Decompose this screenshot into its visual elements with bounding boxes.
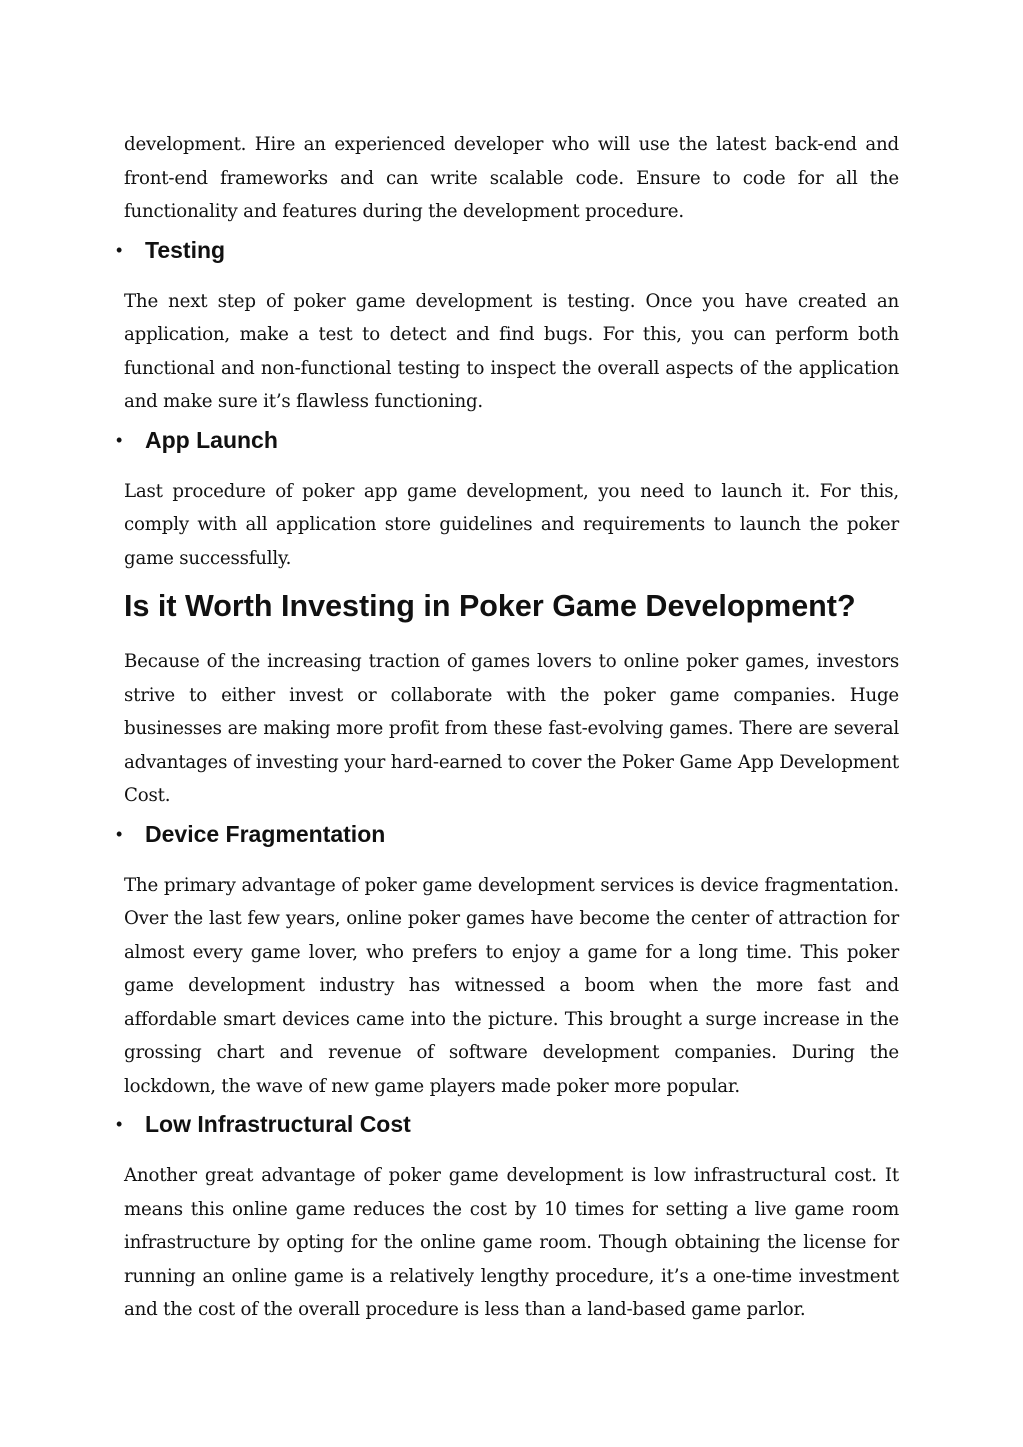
paragraph-device-fragmentation: The primary advantage of poker game development services is device fragmentation. Over the last few years, online poker games have become the center of attraction for almost every game lover, who prefers to enjoy a game for a long time. This poker game development industry has witnessed a boom when the more fast and affordable smart devices came into the picture. This brought a surge increase in the grossing chart and revenue of software development companies. During the lockdown, the wave of new game players made poker more popular. <box>124 874 899 1097</box>
bullet-dot-icon: • <box>116 823 123 844</box>
bullet-heading-low-infrastructural-cost <box>116 1109 775 1139</box>
paragraph-worth-investing: Because of the increasing traction of games lovers to online poker games, investors strive to either invest or collaborate with the poker game companies. Huge businesses are making more profit from these fast-evolving games. There are several advantages of investing your hard-earned to cover the Poker Game App Development Cost. <box>124 651 899 806</box>
bullet-heading-testing <box>116 235 775 265</box>
bullet-heading-label: Low Infrastructural Cost <box>145 1111 411 1137</box>
bullet-heading-app-launch <box>116 425 775 455</box>
bullet-heading-label: App Launch <box>145 426 278 453</box>
paragraph-testing: The next step of poker game development is testing. Once you have created an application, make a test to detect and find bugs. For this, you can perform both functional and non-functional testing to inspect the overall aspects of the application and make sure it’s flawless functioning. <box>124 290 899 412</box>
bullet-heading-device-fragmentation <box>116 819 775 849</box>
bullet-dot-icon: • <box>116 1114 123 1134</box>
bullet-dot-icon: • <box>116 429 123 450</box>
paragraph-app-launch: Last procedure of poker app game development, you need to launch it. For this, comply with all application store guidelines and requirements to launch the poker game successfully. <box>124 480 899 569</box>
section-heading-worth-investing: Is it Worth Investing in Poker Game Development? <box>124 589 856 623</box>
paragraph-development: development. Hire an experienced developer who will use the latest back-end and front-end frameworks and can write scalable code. Ensure to code for all the functionality and features during the development procedure. <box>124 134 899 222</box>
bullet-dot-icon: • <box>116 239 123 260</box>
bullet-heading-label: Testing <box>145 236 226 263</box>
paragraph-low-infrastructural-cost: Another great advantage of poker game development is low infrastructural cost. It means this online game reduces the cost by 10 times for setting a live game room infrastructure by opting for the online game room. Though obtaining the license for running an online game is a relatively lengthy procedure, it’s a one-time investment and the cost of the overall procedure is less than a land-based game parlor. <box>124 1165 899 1320</box>
bullet-heading-label: Device Fragmentation <box>145 820 386 847</box>
document-page <box>116 128 899 1327</box>
